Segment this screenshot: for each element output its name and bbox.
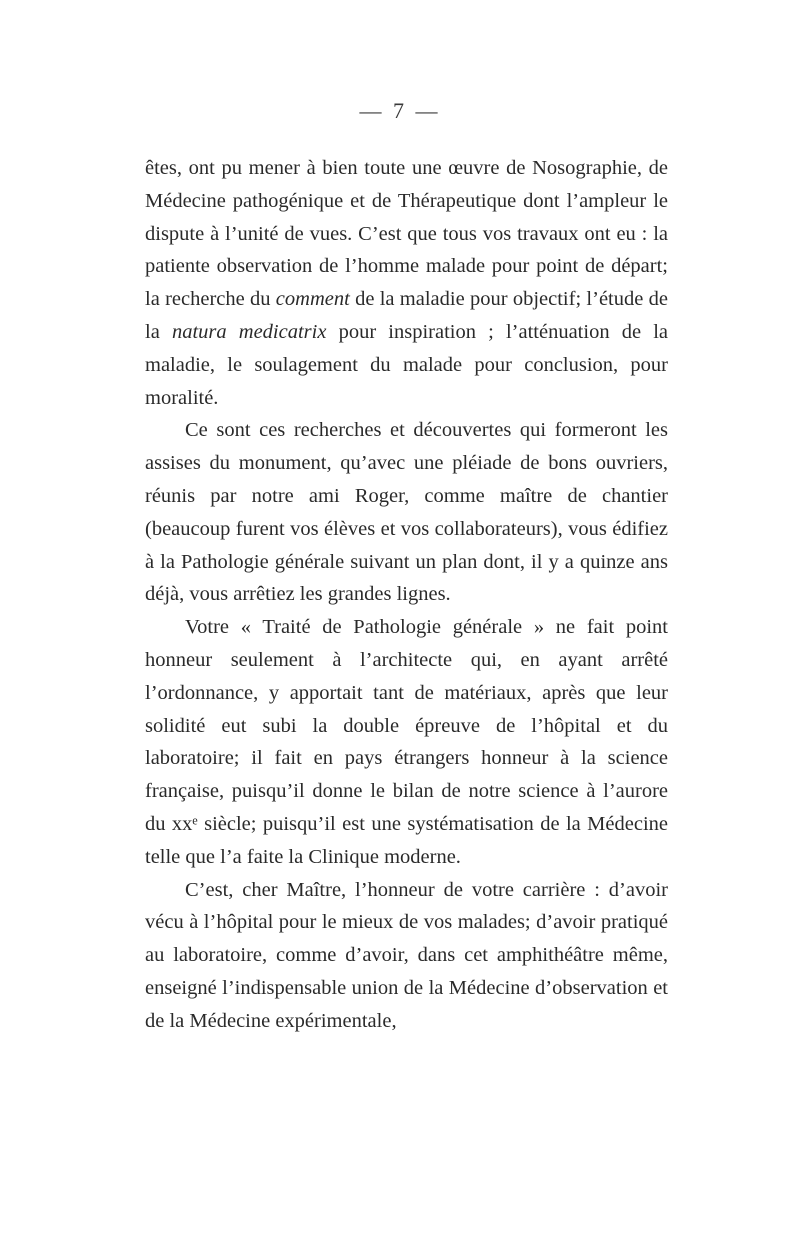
- text-segment: C’est, cher Maître, l’honneur de votre carrière : d’avoir vécu à l’hôpital pour le mieux de vos malades; d’avoir pratiqué au laboratoire, comme d’avoir, dans cet amphithéâtre même, enseigné l’indispensable union de la Médecine d’observation et de la Médecine expérimentale,: [145, 878, 668, 1032]
- paragraph: [145, 414, 668, 611]
- italic-term-comment: comment: [275, 288, 350, 311]
- paragraph: [145, 874, 668, 1038]
- paragraph: [145, 152, 668, 414]
- italic-term-natura-medicatrix: natura medicatrix: [171, 320, 327, 343]
- paragraph: [145, 611, 668, 873]
- text-segment: êtes, ont pu mener à bien toute une œuvre de Nosographie, de Médecine pathogénique et de Thérapeutique dont l’ampleur le dispute à l’unité de vues. C’est que tous vos travaux ont eu : la patiente observation de l’homme malade pour point de départ; la recherche du: [145, 157, 668, 311]
- page-number: — 7 —: [359, 98, 441, 123]
- text-segment: pour inspiration ; l’atténuation de la maladie, le soulagement du malade pour conclusion, pour moralité.: [145, 320, 669, 409]
- text-segment: Ce sont ces recherches et découvertes qui formeront les assises du monument, qu’avec une pléiade de bons ouvriers, réunis par notre ami Roger, comme maître de chantier (beaucoup furent vos élèves et vos collaborateurs), vous édifiez à la Pathologie générale suivant un plan dont, il y a quinze ans déjà, vous arrêtiez les grandes lignes.: [145, 419, 668, 606]
- text-segment: Votre « Traité de Pathologie générale » ne fait point honneur seulement à l’architecte qui, en ayant arrêté l’ordonnance, y apportait tant de matériaux, après que leur solidité eut subi la double épreuve de l’hôpital et du laboratoire; il fait en pays étrangers honneur à la science française, puisqu’il donne le bilan de notre science à l’aurore du xxᵉ siècle; puisqu’il est une systématisation de la Médecine telle que l’a faite la Clinique moderne.: [145, 616, 668, 868]
- text-segment: de la maladie pour objectif; l’étude de la: [145, 288, 668, 343]
- body-text: [145, 152, 668, 1038]
